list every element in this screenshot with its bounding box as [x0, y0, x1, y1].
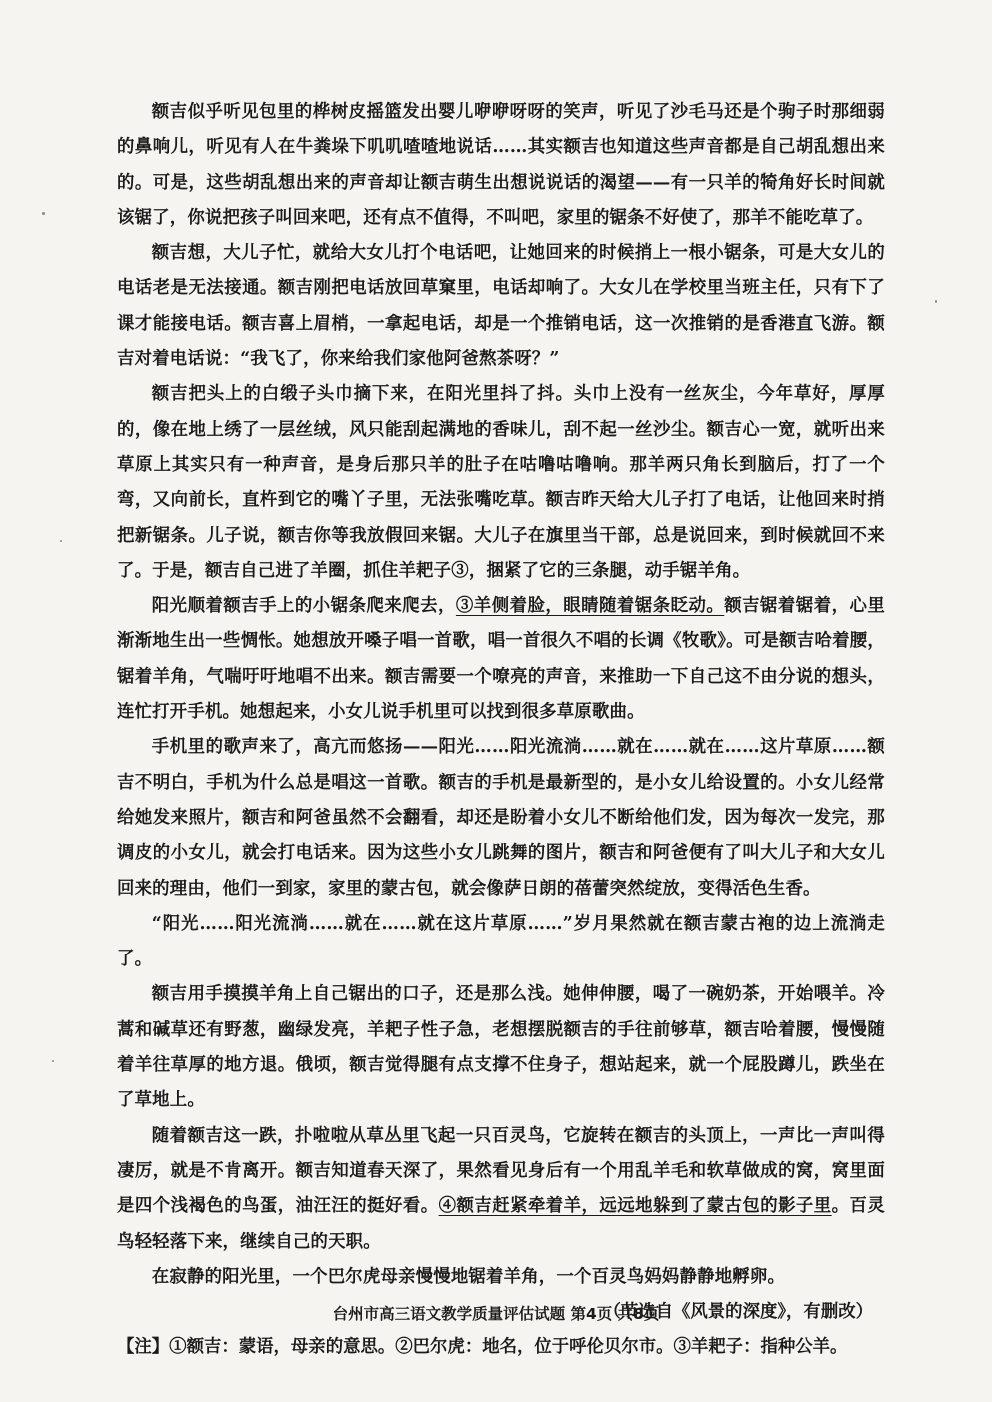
text-run: 随着额吉这一跌，扑啦啦从草丛里飞起一只百灵鸟，它旋转在额吉的头顶上，一声比一声叫得凄厉，就是不肯离开。额吉知道春天深了，果然看见身后有一个用乱羊毛和软草做成的窝，窝里面是四个浅褐色的鸟蛋，油汪汪的挺好看。: [117, 1125, 885, 1217]
text-run: 在寂静的阳光里，一个巴尔虎母亲慢慢地锯着羊角，一个百灵鸟妈妈静静地孵卵。: [151, 1266, 786, 1287]
scan-speck: [52, 1060, 54, 1062]
underlined-phrase: ③羊侧着脸，眼睛随着锯条眨动。: [455, 596, 725, 617]
paragraph: [117, 907, 885, 978]
paragraph: [117, 95, 885, 236]
paragraph: [117, 589, 885, 730]
paragraph: [117, 377, 885, 589]
scan-speck: [60, 540, 62, 542]
underlined-phrase: ④额吉赶紧牵着羊，远远地躲到了蒙古包的影子里: [438, 1196, 832, 1217]
text-run: 阳光顺着额吉手上的小锯条爬来爬去，: [151, 596, 456, 617]
text-run: 手机里的歌声来了，高亢而悠扬——阳光……阳光流淌……就在……就在……这片草原……额吉不明白，手机为什么总是唱这一首歌。额吉的手机是最新型的，是小女儿给设置的。小女儿经常给她发来照片，额吉和阿爸虽然不会翻看，却还是盼着小女儿不断给他们发，因为每次一发完，那调皮的小女儿，就会打电话来。因为这些小女儿跳舞的图片，额吉和阿爸便有了叫大儿子和大女儿回来的理由，他们一到家，家里的蒙古包，就会像萨日朗的蓓蕾突然绽放，变得活色生香。: [117, 737, 885, 899]
scan-speck: [42, 212, 45, 215]
paragraph: [117, 1260, 885, 1295]
text-run: 额吉想，大儿子忙，就给大女儿打个电话吧，让她回来的时候捎上一根小锯条，可是大女儿的电话老是无法接通。额吉刚把电话放回草窠里，电话却响了。大女儿在学校里当班主任，只有下了课才能接电话。额吉喜上眉梢，一拿起电话，却是一个推销电话，这一次推销的是香港直飞游。额吉对着电话说：“我飞了，你来给我们家他阿爸熬茶呀？”: [117, 243, 885, 370]
text-run: 额吉锯着锯着，心里渐渐地生出一些惆怅。她想放开嗓子唱一首歌，唱一首很久不唱的长调《牧歌》。可是额吉哈着腰，锯着羊角，气喘吁吁地唱不出来。额吉需要一个嘹亮的声音，来推助一下自己这不由分说的想头，连忙打开手机。她想起来，小女儿说手机里可以找到很多草原歌曲。: [117, 596, 885, 723]
source-citation: （节选自《风景的深度》，有删改）: [603, 1302, 873, 1323]
text-run: 额吉把头上的白缎子头巾摘下来，在阳光里抖了抖。头巾上没有一丝灰尘，今年草好，厚厚的，像在地上绣了一层丝绒，风只能刮起满地的香味儿，刮不起一丝沙尘。额吉心一宽，就听出来草原上其实只有一种声音，是身后那只羊的肚子在咕噜咕噜响。那羊两只角长到脑后，打了一个弯，又向前长，直杵到它的嘴丫子里，无法张嘴吃草。额吉昨天给大儿子打了电话，让他回来时捎把新锯条。儿子说，额吉你等我放假回来锯。大儿子在旗里当干部，总是说回来，到时候就回不来了。于是，额吉自己进了羊圈，抓住羊耙子③，捆紧了它的三条腿，动手锯羊角。: [117, 384, 885, 581]
paragraph: [117, 977, 885, 1118]
paragraph: [117, 236, 885, 377]
paragraph: [117, 730, 885, 906]
annotation-note: 【注】①额吉：蒙语，母亲的意思。②巴尔虎：地名，位于呼伦贝尔市。③羊耙子：指种公羊。: [117, 1337, 848, 1358]
paragraph: [117, 1119, 885, 1260]
page-footer: 台州市高三语文教学质量评估试题 第4页 共8页: [332, 1305, 660, 1323]
scan-speck: [935, 300, 937, 303]
text-run: 额吉用手摸摸羊角上自己锯出的口子，还是那么浅。她伸伸腰，喝了一碗奶茶，开始喂羊。冷蒿和碱草还有野葱，幽绿发亮，羊耙子性子急，老想摆脱额吉的手往前够草，额吉哈着腰，慢慢随着羊往草厚的地方退。俄顷，额吉觉得腿有点支撑不住身子，想站起来，就一个屁股蹲儿，跌坐在了草地上。: [117, 984, 885, 1111]
reading-passage: [117, 95, 885, 1366]
text-run: 额吉似乎听见包里的桦树皮摇篮发出婴儿咿咿呀呀的笑声，听见了沙毛马还是个驹子时那细弱的鼻响儿，听见有人在牛粪垛下叽叽喳喳地说话……其实额吉也知道这些声音都是自己胡乱想出来的。可是，这些胡乱想出来的声音却让额吉萌生出想说说话的渴望——有一只羊的犄角好长时间就该锯了，你说把孩子叫回来吧，还有点不值得，不叫吧，家里的锯条不好使了，那羊不能吃草了。: [117, 102, 885, 228]
text-run: “阳光……阳光流淌……就在……就在这片草原……”岁月果然就在额吉蒙古袍的边上流淌走了。: [117, 913, 885, 970]
text-run: 。百灵鸟轻轻落下来，继续自己的天职。: [117, 1196, 885, 1252]
